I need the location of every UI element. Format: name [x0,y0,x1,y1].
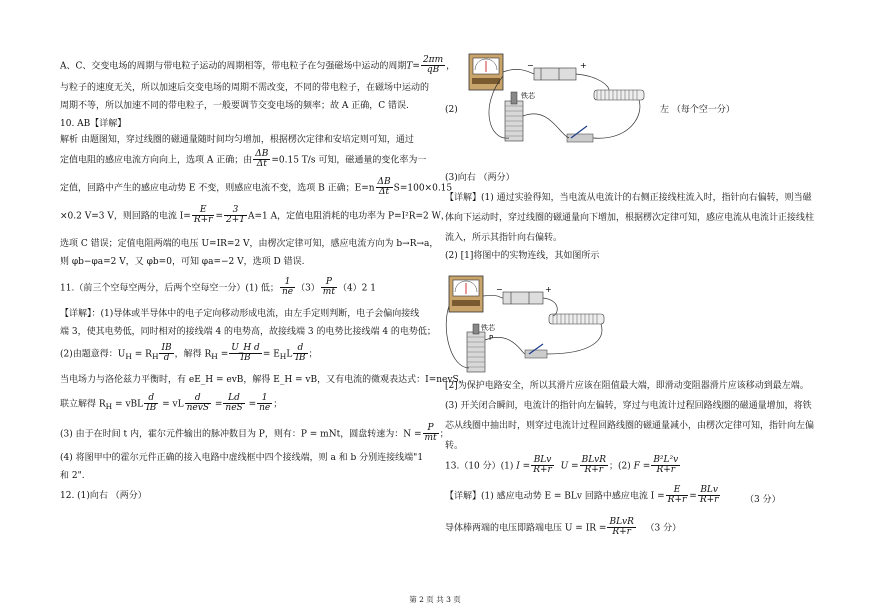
fraction: $\frac{\text{BLvR}}{R+r}$ [581,455,607,476]
fraction: $\frac{E}{R+r}$ [193,205,213,226]
question-10-heading: 10. AB【详解】 [60,119,127,129]
plus-label: + [545,285,552,294]
circuit-diagram-2 [441,270,611,378]
battery-icon [534,68,576,80]
text-line: (3) 由于在时间 t 内，霍尔元件输出的脉冲数目为 P，则有：P = mNt，圆盘转速为：N = $\frac{P}{mt}$ ； [60,423,449,444]
switch-icon [525,350,547,358]
fraction: $\frac{P}{mt}$ [322,277,335,298]
page-footer: 第 2 页 共 3 页 [409,595,461,604]
minus-label: − [527,61,534,70]
switch-icon [567,134,593,142]
battery-icon [503,292,543,304]
question-11-heading: 11.（前三个空每空两分，后两个空每空一分）(1) 低； $\frac{1}{ne}$ （3） $\frac{P}{mt}$ （4）2 1 [60,277,376,298]
text-line: [2]为保护电路安全，所以其滑片应该在阻值最大端，即滑动变阻器滑片应该移动到最左端。 [445,381,809,391]
plus-label: + [580,61,587,70]
iron-core-label: 铁芯 [521,92,535,100]
text-line: A、C、交变电场的周期与带电粒子运动的周期相等，带电粒子在匀强磁场中运动的周期T= $\frac{2\pi m}{qB}$ ， [60,55,456,76]
fraction: $\frac{\Delta B}{\Delta t}$ [255,149,269,170]
text-line: (2) [1]将图中的实物连线，其如图所示 [445,251,600,261]
text-line: (3)向右 （两分） [445,173,515,183]
fraction: $\frac{1}{ne}$ [281,277,294,298]
circuit-diagram-1 [459,46,649,156]
text-line: 流入，所示其指针向右偏转。 [445,233,563,243]
text-line: 【详解】(1) 感应电动势 E = BLv 回路中感应电流 I = $\frac{E}{R+r}$ = $\frac{\text{BLv}}{R+r}$ [445,485,719,506]
text-line: 与粒子的速度无关，所以加速后交变电场的周期不需改变，不同的带电粒子，在磁场中运动的 [60,83,430,93]
text-line: 则 φb−φa=2 V，又 φb=0，可知 φa=−2 V，选项 D 错误. [60,257,305,267]
text-line: (2)由题意得：$U_H = R_H$ $\frac{IB}{d}$ ，解得 $R_H$ = $\frac{\text{U\_H d}}{IB}$ = $E_HL$ $\frac{d}{IB}$ ； [60,343,318,364]
text-line: (4) 将图甲中的霍尔元件正确的接入电路中虚线框中四个接线端，则 a 和 b 分别连接线端"1 [60,453,424,463]
fraction: $\frac{\text{U\_H d}}{IB}$ [231,343,260,364]
text-line: 联立解得 $R_H$ = vBL $\frac{d}{IB}$ = vL $\frac{d}{\text{nevS}}$ = $\frac{Ld}{\text{neS}}$ = $\frac{1}{ne}$ ； [60,393,283,414]
fraction: $\frac{IB}{d}$ [161,343,172,364]
text-line: (2) [445,105,458,115]
fraction: $\frac{d}{\text{nevS}}$ [186,393,209,414]
text-line: (3) 开关闭合瞬间，电流计的指针向左偏转，穿过与电流计过程回路线圈的磁通量增加，将铁 [445,401,812,411]
fraction: $\frac{\text{BLv}}{R+r}$ [699,485,719,506]
fraction: $\frac{d}{IB}$ [146,393,157,414]
text-line: 导体棒两端的电压即路端电压 U = IR = $\frac{\text{BLvR}}{R+r}$ （3 分） [445,517,682,538]
text-line: 周期不等，所以加速不同的带电粒子，一般要调节交变电场的频率；故 A 正确，C 错误. [60,101,409,111]
fraction: $\frac{\text{BLv}}{R+r}$ [533,455,552,476]
fraction: $\frac{3}{2+1}$ [225,205,245,226]
text-line: 解析 由题图知，穿过线圈的磁通量随时间均匀增加，根据楞次定律和安培定则可知，通过 [60,135,414,145]
fraction: $\frac{\Delta B}{\Delta t}$ [377,177,391,198]
minus-label: − [496,285,503,294]
fraction: $\frac{\text{B²L²v}}{R+r}$ [653,455,679,476]
fraction: $\frac{1}{ne}$ [259,393,271,414]
text-line: 芯从线圈中抽出时，则穿过电流计过程回路线圈的磁通量减小，由楞次定律可知，指针向左偏 [445,421,815,431]
rheostat-icon [594,90,644,100]
text-line: 定值电阻的感应电流方向向上，选项 A 正确；由 $\frac{\Delta B}{\Delta t}$ =0.15 T/s 可知，磁通量的变化率为一 [60,149,427,170]
fraction: $\frac{Ld}{\text{neS}}$ [225,393,243,414]
p-label: P [489,334,494,342]
score-note: （3 分） [745,495,781,505]
text-line: 体向下运动时，穿过线圈的磁通量向下增加，根据楞次定律可知，感应电流从电流计正接线柱 [445,213,815,223]
text-line: 和 2". [60,471,85,481]
fraction: $\frac{E}{R+r}$ [667,485,687,506]
question-12-heading: 12. (1)向右 （两分） [60,491,147,501]
iron-core-label: 铁芯 [481,324,495,332]
text-line: 选项 C 错误；定值电阻两端的电压 U=IR=2 V，由楞次定律可知，感应电流方向为 b→R→a， [60,239,439,249]
text-line: 【详解】(1) 通过实验得知，当电流从电流计的右侧正接线柱流入时，指针向右偏转，则当磁 [445,193,812,203]
question-13-heading: 13.（10 分）(1) I = $\frac{\text{BLv}}{R+r}$ U = $\frac{\text{BLvR}}{R+r}$ ；(2) F = $\frac{\text{B²L²v}}{R+r}$ [445,455,679,476]
fraction: $\frac{d}{IB}$ [295,343,306,364]
fraction: $\frac{\text{BLvR}}{R+r}$ [609,517,634,538]
text-line: 定值，回路中产生的感应电动势 E 不变，则感应电流不变，选项 B 正确；E=n $\frac{\Delta B}{\Delta t}$ S=100×0.15 [60,177,453,198]
fraction: $\frac{P}{mt}$ [424,423,437,444]
text-line: 端 3，使其电势低，同时相对的接线端 4 的电势高，故接线端 3 的电势比接线端 4 的电势低； [60,327,436,337]
text-line: 当电场力与洛伦兹力平衡时，有 eE_H = evB，解得 E_H = vB，又有电流的微观表达式：I=nevS， [60,375,468,385]
fraction: $\frac{2\pi m}{qB}$ [422,55,444,76]
text-line: ×0.2 V=3 V，则回路的电流 I= $\frac{E}{R+r}$ = $\frac{3}{2+1}$ A=1 A，定值电阻消耗的电功率为 P=I²R=2 W， [60,205,450,226]
text-line: 左 （每个空一分） [660,105,735,115]
text-line: 【详解】：(1)导体或半导体中的电子定向移动形成电流，由左手定则判断，电子会偏向接线 [60,309,420,319]
text-line: 转。 [445,441,464,451]
